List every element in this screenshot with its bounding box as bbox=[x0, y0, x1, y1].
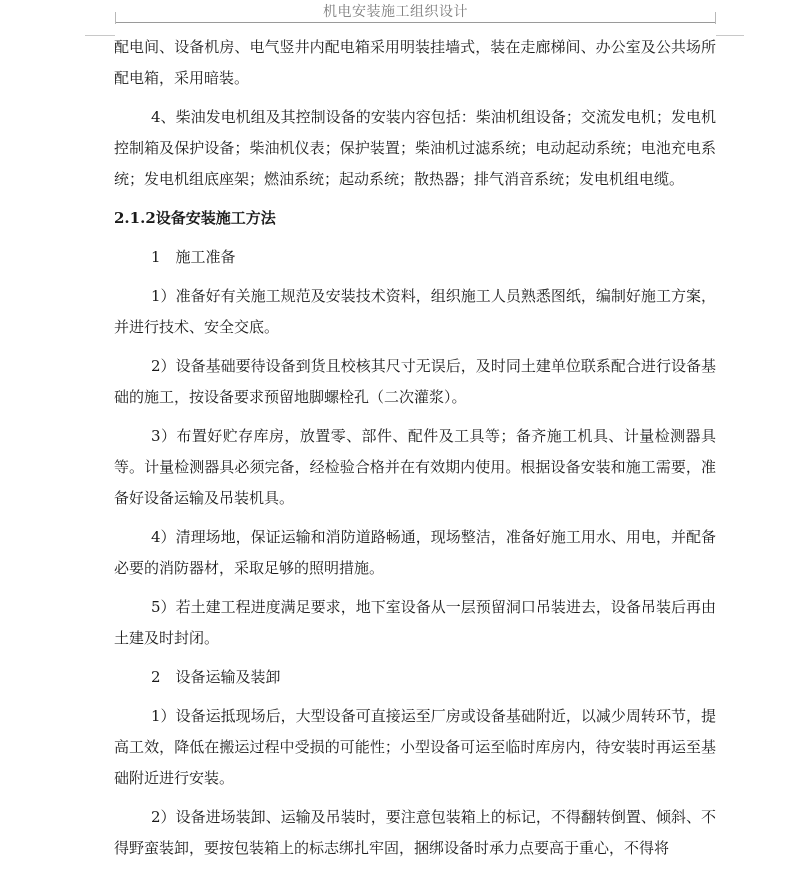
paragraph: 1）准备好有关施工规范及安装技术资料，组织施工人员熟悉图纸，编制好施工方案，并进行技术、安全交底。 bbox=[114, 287, 716, 336]
paragraph: 1）设备运抵现场后，大型设备可直接运至厂房或设备基础附近，以减少周转环节，提高工效，降低在搬运过程中受损的可能性；小型设备可运至临时库房内，待安装时再运至基础附近进行安装。 bbox=[114, 707, 716, 787]
paragraph: 配电间、设备机房、电气竖井内配电箱采用明装挂墙式，装在走廊梯间、办公室及公共场所配电箱，采用暗装。 bbox=[114, 38, 716, 87]
corner-mark-left-vertical bbox=[115, 12, 116, 24]
paragraph: 2）设备基础要待设备到货且校核其尺寸无误后，及时同土建单位联系配合进行设备基础的施工，按设备要求预留地脚螺栓孔（二次灌浆）。 bbox=[114, 357, 716, 406]
paragraph: 4、柴油发电机组及其控制设备的安装内容包括：柴油机组设备；交流发电机；发电机控制箱及保护设备；柴油机仪表；保护装置；柴油机过滤系统；电动起动系统；电池充电系统；发电机组底座架；燃油系统；起动系统；散热器；排气消音系统；发电机组电缆。 bbox=[114, 108, 716, 188]
corner-mark-left-horizontal bbox=[85, 35, 115, 36]
page-header-title: 机电安装施工组织设计 bbox=[323, 4, 468, 20]
corner-mark-right-horizontal bbox=[716, 35, 744, 36]
subsection-heading: 1 施工准备 bbox=[151, 248, 236, 266]
paragraph: 2）设备进场装卸、运输及吊装时，要注意包装箱上的标记，不得翻转倒置、倾斜、不得野蛮装卸，要按包装箱上的标志绑扎牢固，捆绑设备时承力点要高于重心，不得将 bbox=[114, 808, 716, 857]
subsection-heading: 2 设备运输及装卸 bbox=[151, 668, 281, 686]
section-heading: 2.1.2设备安装施工方法 bbox=[114, 209, 276, 227]
document-body bbox=[114, 32, 716, 872]
corner-mark-right-vertical bbox=[715, 12, 716, 24]
header-rule bbox=[115, 22, 716, 23]
paragraph: 4）清理场地，保证运输和消防道路畅通，现场整洁，准备好施工用水、用电，并配备必要的消防器材，采取足够的照明措施。 bbox=[114, 528, 716, 577]
paragraph: 3）布置好贮存库房，放置零、部件、配件及工具等；备齐施工机具、计量检测器具等。计量检测器具必须完备，经检验合格并在有效期内使用。根据设备安装和施工需要，准备好设备运输及吊装机具。 bbox=[114, 427, 716, 507]
paragraph: 5）若土建工程进度满足要求，地下室设备从一层预留洞口吊装进去，设备吊装后再由土建及时封闭。 bbox=[114, 598, 716, 647]
